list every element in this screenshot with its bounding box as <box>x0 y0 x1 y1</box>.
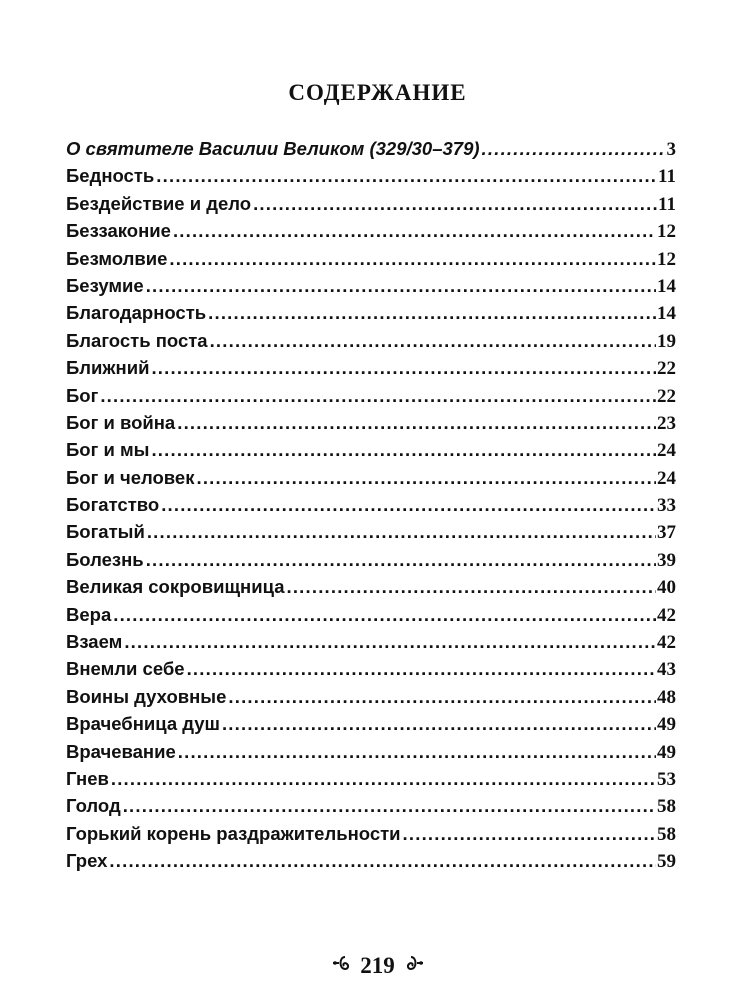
toc-entry[interactable] <box>66 302 676 329</box>
toc-entry[interactable] <box>66 193 676 220</box>
toc-entry-label: Бог и мы <box>66 439 150 461</box>
toc-entry-page: 22 <box>657 358 676 380</box>
toc-entry-page: 11 <box>658 193 676 215</box>
toc-entry-label: Благодарность <box>66 302 207 324</box>
toc-entry-page: 14 <box>657 275 676 297</box>
dot-leader <box>124 631 656 653</box>
toc-entry[interactable] <box>66 576 676 603</box>
toc-entry[interactable] <box>66 604 676 631</box>
toc-entry-page: 12 <box>657 248 676 270</box>
toc-entry-page: 39 <box>657 549 676 571</box>
toc-entry-page: 11 <box>658 166 676 188</box>
toc-entry-label: Ближний <box>66 357 150 379</box>
dot-leader <box>100 385 656 407</box>
toc-entry-label: Благость поста <box>66 329 208 351</box>
dot-leader <box>173 220 656 242</box>
toc-entry-label: Бедность <box>66 165 155 187</box>
toc-entry-page: 49 <box>657 714 676 736</box>
dot-leader <box>403 823 656 845</box>
dot-leader <box>109 850 656 872</box>
toc-entry-page: 14 <box>657 303 676 325</box>
toc-entry[interactable] <box>66 330 676 357</box>
toc-entry-label: О святителе Василии Великом (329/30–379) <box>66 138 480 159</box>
toc-entry-page: 19 <box>657 330 676 352</box>
dot-leader <box>208 302 656 324</box>
dot-leader <box>177 412 656 434</box>
toc-entry[interactable] <box>66 439 676 466</box>
page-title: СОДЕРЖАНИЕ <box>288 80 467 105</box>
toc-entry-page: 43 <box>657 659 676 681</box>
toc-entry-label: Взаем <box>66 631 123 653</box>
toc-entry-label: Воины духовные <box>66 685 227 707</box>
toc-entry-page: 37 <box>657 522 676 544</box>
dot-leader <box>228 686 656 708</box>
toc-entry-page: 12 <box>657 221 676 243</box>
toc-entry-page: 48 <box>657 686 676 708</box>
toc-entry[interactable] <box>66 768 676 795</box>
toc-entry-label: Богатство <box>66 494 160 516</box>
toc-entry[interactable] <box>66 467 676 494</box>
toc-entry[interactable] <box>66 412 676 439</box>
toc-entry-page: 58 <box>657 796 676 818</box>
toc-entry-page: 42 <box>657 632 676 654</box>
toc-entry-page: 40 <box>657 577 676 599</box>
dot-leader <box>151 439 656 461</box>
toc-entry[interactable] <box>66 658 676 685</box>
toc-entry-page: 3 <box>666 139 676 160</box>
toc-entry[interactable] <box>66 686 676 713</box>
toc-entry-page: 42 <box>657 604 676 626</box>
dot-leader <box>123 795 656 817</box>
toc-entry[interactable] <box>66 850 676 877</box>
toc-entry-page: 59 <box>657 851 676 873</box>
toc-entry-page: 23 <box>657 412 676 434</box>
toc-entry-label: Беззаконие <box>66 220 171 242</box>
dot-leader <box>482 138 666 160</box>
dot-leader <box>169 248 656 270</box>
toc-entry-label: Безумие <box>66 274 144 296</box>
dot-leader <box>147 521 656 543</box>
toc-entry[interactable] <box>66 248 676 275</box>
dot-leader <box>146 275 656 297</box>
dot-leader <box>222 713 656 735</box>
toc-entry[interactable] <box>66 823 676 850</box>
toc-entry[interactable] <box>66 220 676 247</box>
toc-entry[interactable] <box>66 275 676 302</box>
toc-entry-label: Вера <box>66 603 112 625</box>
toc-entry-label: Горький корень раздражительности <box>66 822 401 844</box>
toc-entry[interactable] <box>66 385 676 412</box>
dot-leader <box>253 193 657 215</box>
dot-leader <box>146 549 656 571</box>
toc-entry-label: Болезнь <box>66 548 144 570</box>
toc-entry[interactable] <box>66 357 676 384</box>
toc-entry-label: Бог <box>66 384 99 406</box>
table-of-contents <box>66 138 676 878</box>
dot-leader <box>287 576 657 598</box>
dot-leader <box>151 357 656 379</box>
dot-leader <box>156 165 657 187</box>
toc-entry-page: 24 <box>657 440 676 462</box>
toc-entry-page: 49 <box>657 741 676 763</box>
toc-entry-page: 24 <box>657 467 676 489</box>
dot-leader <box>111 768 656 790</box>
dot-leader <box>161 494 656 516</box>
toc-entry-label: Грех <box>66 850 108 872</box>
dot-leader <box>210 330 656 352</box>
toc-entry-label: Безмолвие <box>66 247 168 269</box>
toc-entry[interactable] <box>66 494 676 521</box>
toc-entry[interactable] <box>66 549 676 576</box>
dot-leader <box>178 741 656 763</box>
toc-entry[interactable] <box>66 138 676 165</box>
toc-entry-page: 53 <box>657 768 676 790</box>
toc-entry-page: 22 <box>657 385 676 407</box>
toc-entry[interactable] <box>66 713 676 740</box>
toc-entry-label: Голод <box>66 795 121 817</box>
toc-entry-label: Гнев <box>66 767 109 789</box>
dot-leader <box>187 658 656 680</box>
page-footer <box>0 953 755 979</box>
page-number: 219 <box>360 953 395 978</box>
toc-entry-label: Врачевание <box>66 740 176 762</box>
toc-entry-label: Великая сокровищница <box>66 576 285 598</box>
fleuron-left-icon <box>331 954 351 978</box>
toc-entry[interactable] <box>66 631 676 658</box>
toc-entry-label: Внемли себе <box>66 658 185 680</box>
toc-entry[interactable] <box>66 165 676 192</box>
toc-entry-label: Богатый <box>66 521 145 543</box>
toc-entry-label: Бог и война <box>66 411 176 433</box>
toc-entry-label: Бог и человек <box>66 466 195 488</box>
toc-entry[interactable] <box>66 741 676 768</box>
dot-leader <box>113 604 656 626</box>
toc-entry-page: 33 <box>657 495 676 517</box>
dot-leader <box>196 467 656 489</box>
toc-entry[interactable] <box>66 521 676 548</box>
toc-entry-label: Врачебница душ <box>66 713 220 735</box>
fleuron-right-icon <box>405 954 425 978</box>
toc-entry-page: 58 <box>657 823 676 845</box>
toc-entry-label: Бездействие и дело <box>66 192 252 214</box>
toc-entry[interactable] <box>66 795 676 822</box>
